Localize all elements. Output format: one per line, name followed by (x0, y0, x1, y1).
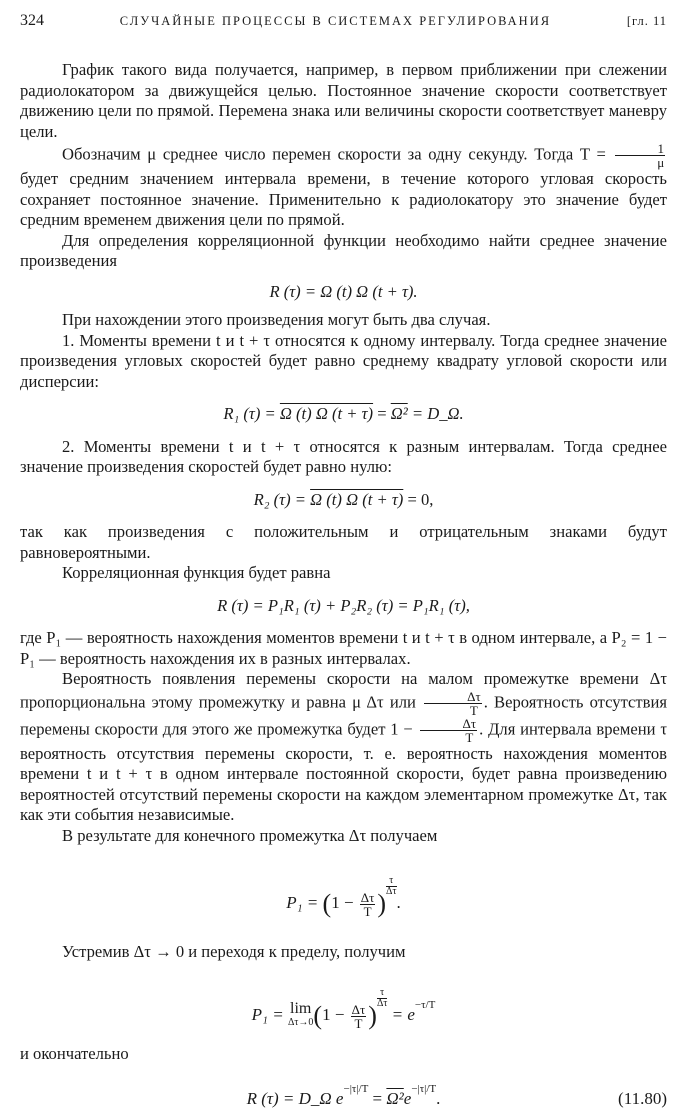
page-number: 324 (20, 12, 44, 29)
paragraph-8: Корреляционная функция будет равна (62, 563, 331, 582)
exponent-tau-over-dtau: $\frac{\tau}{\Delta\tau}$ (386, 875, 397, 897)
paragraph-2-end: будет средним значением интервала времени, в течение которого угловая скорость сохраняет постоянное значение. Применительно к радиолокатору это значение будет средним временем движения цели по прямой. (20, 169, 667, 229)
fraction-dtau-over-t: $\frac{\Delta\tau}{T}$ (424, 690, 482, 717)
running-header (20, 12, 667, 40)
paragraph-6: 2. Моменты времени t и t + τ относятся к разным интервалам. Тогда среднее значение произведения скоростей будет равно нулю: (20, 436, 667, 476)
paragraph-3: Для определения корреляционной функции необходимо найти среднее значение произведения (20, 230, 667, 270)
paragraph-5: 1. Моменты времени t и t + τ относятся к одному интервалу. Тогда среднее значение произведения угловых скоростей будет равно среднему квадрату угловой скорости или дисперсии: (20, 330, 667, 391)
equation-number: (11.80) (618, 1088, 667, 1108)
paragraph-2 (20, 142, 667, 231)
paragraph-7: так как произведения с положительным и отрицательным знаками будут равновероятными. (20, 522, 667, 562)
paragraph-11: В результате для конечного промежутка Δτ получаем (62, 825, 438, 845)
fraction-denominator: μ (657, 155, 665, 170)
paragraph-10: Вероятность появления перемены скорости на малом промежутке времени Δτ пропорциональна этому промежутку и равна μ Δτ или $\frac{\Delta\tau}{T}$ . Вероятность отсутствия перемены скорости для этого же промежутка будет 1 − $\frac{\Delta\tau}{T}$ . Для интервала времени τ вероятность отсутствия перемены скорости, т. е. вероятность нахождения моментов времени t и t + τ в одном интервале постоянной скорости, будет равна произведению вероятностей отсутствий перемены скорости на каждом элементарном промежутке Δτ, так как эти события независимые. (20, 669, 667, 824)
paragraph-1: График такого вида получается, например, в первом приближении при слежении радиолокатором за движущейся целью. Постоянное значение скорости соответствует движению цели по прямой. Перемена знака или величины скорости соответствует маневру цели. (20, 60, 667, 141)
page-body (20, 60, 667, 1109)
fraction-one-over-mu (615, 142, 666, 169)
chapter-label: [гл. 11 (626, 14, 667, 28)
paragraph-12: Устремив Δτ → 0 и переходя к пределу, получим (62, 941, 406, 961)
equation-p1-limit: P₁ = lim Δτ→0 (1 − $\frac{\Delta\tau}{T}$ ) $\frac{\tau}{\Delta\tau}$ = $e^{-\tau/T}$ (251, 987, 436, 1031)
equation-correlation: R (τ) = Ω (t) Ω (t + τ). (269, 281, 418, 301)
paragraph-2-start: Обозначим μ среднее число перемен скорости за одну секунду. Тогда T = (62, 144, 606, 164)
running-title: СЛУЧАЙНЫЕ ПРОЦЕССЫ В СИСТЕМАХ РЕГУЛИРОВАНИЯ (119, 14, 552, 28)
equation-11-80: R (τ) = D_Ω $e^{-|\tau|/T} = \Omega^2e^{-|\tau|/T}$. (11.80) (246, 1082, 667, 1108)
fraction-numerator: 1 (615, 142, 666, 156)
limit-operator: lim Δτ→0 (287, 1000, 314, 1029)
fraction-dtau-over-t-2: $\frac{\Delta\tau}{T}$ (420, 717, 478, 744)
paragraph-4: При нахождении этого произведения могут быть два случая. (62, 310, 491, 329)
equation-r-total: R (τ) = P₁R₁ (τ) + P₂R₂ (τ) = P₁R₁ (τ), (217, 595, 470, 615)
equation-r2: R₂ (τ) = Ω (t) Ω (t + τ) = 0, (253, 489, 434, 509)
equation-r1: R₁ (τ) = Ω (t) Ω (t + τ) = Ω² = D_Ω. (223, 404, 464, 423)
equation-p1-finite: P₁ = (1 − $\frac{\Delta\tau}{T}$ ) $\frac{\tau}{\Delta\tau}$ . (286, 875, 401, 919)
paragraph-13: и окончательно (20, 1044, 129, 1064)
paragraph-9: где P₁ — вероятность нахождения моментов времени t и t + τ в одном интервале, а P₂ = 1 − P₁ — вероятность нахождения их в разных интервалах. (20, 628, 667, 668)
